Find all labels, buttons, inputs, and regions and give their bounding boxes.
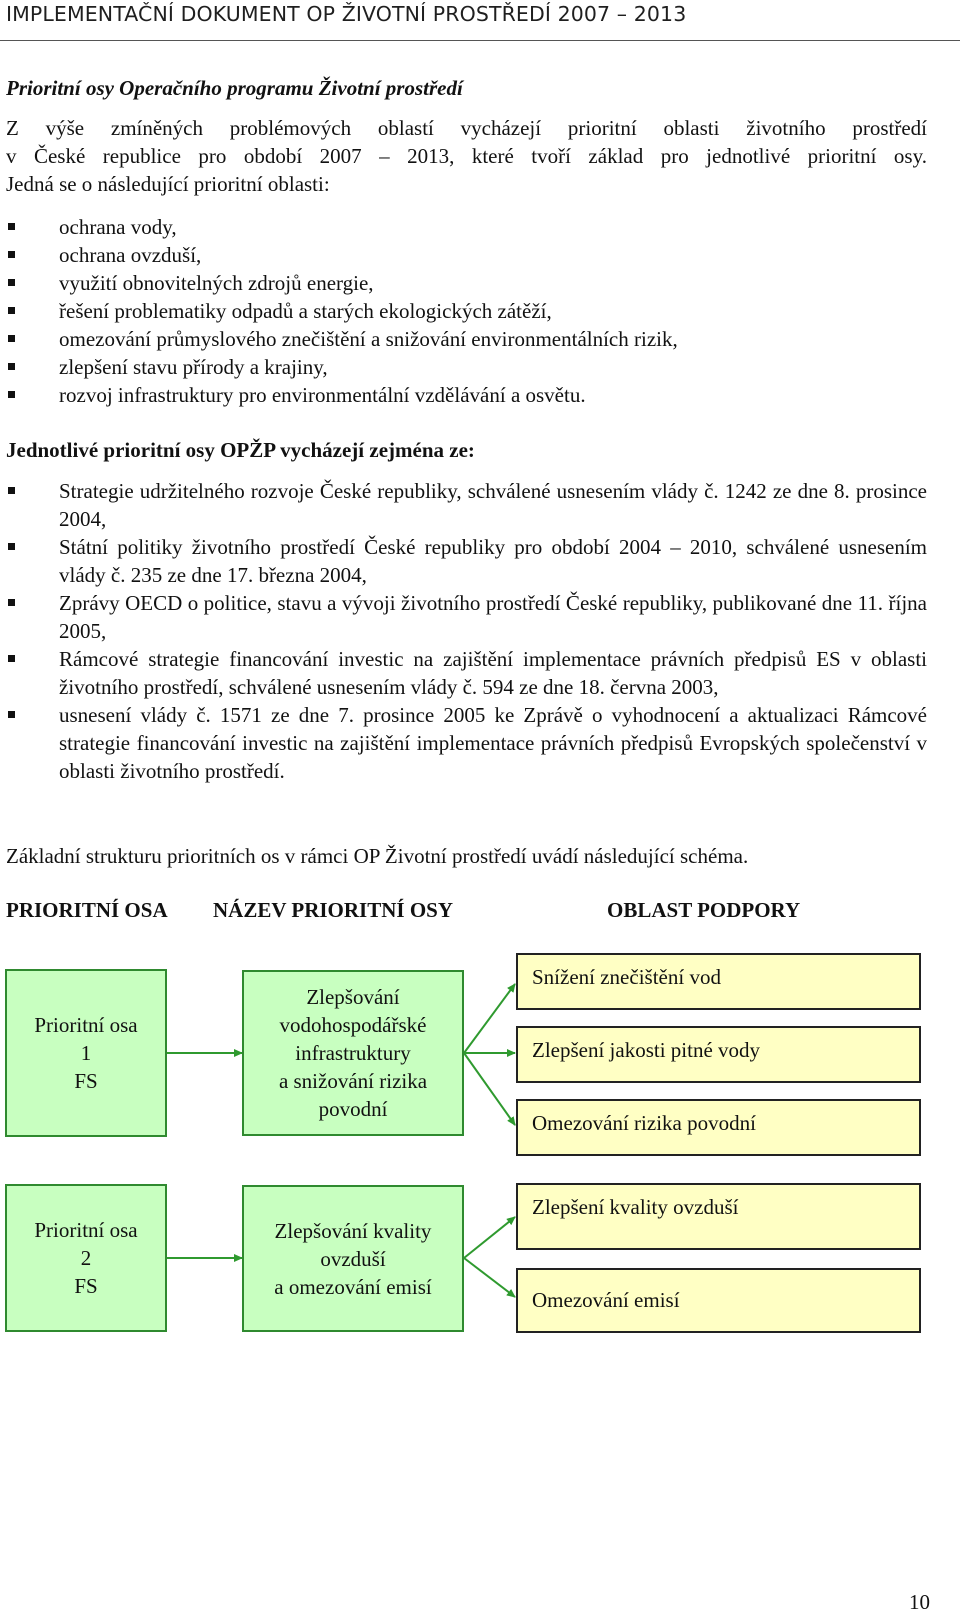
sources-list — [6, 477, 927, 785]
support-area-1-1: Snížení znečištění vod — [516, 953, 921, 1010]
header-divider — [0, 40, 960, 41]
support-area-2-1: Zlepšení kvality ovzduší — [516, 1183, 921, 1250]
bullet-icon — [8, 279, 15, 286]
column-header-area: OBLAST PODPORY — [607, 898, 801, 922]
priority-axis-2-box: Prioritní osa 2 FS — [5, 1184, 167, 1332]
arrow-name2-to-area1 — [464, 1217, 515, 1258]
intro-paragraph — [6, 114, 927, 198]
bullet-icon — [8, 223, 15, 230]
priority-axis-2-name-box: Zlepšování kvality ovzduší a omezování emisí — [242, 1185, 464, 1332]
list-item: Státní politiky životního prostředí České republiky pro období 2004 – 2010, schválené usnesením vlády č. 235 ze dne 17. března 2004, — [6, 533, 927, 589]
list-item: využití obnovitelných zdrojů energie, — [6, 269, 927, 297]
list-item: omezování průmyslového znečištění a snižování environmentálních rizik, — [6, 325, 927, 353]
column-header-axis: PRIORITNÍ OSA — [6, 898, 168, 922]
page-number: 10 — [909, 1590, 930, 1614]
priority-areas-list — [6, 213, 927, 409]
intro-line-2: v České republice pro období 2007 – 2013, které tvoří základ pro jednotlivé prioritní osy. — [6, 144, 927, 168]
arrow-name1-to-area3 — [464, 1053, 515, 1125]
intro-line-1: Z výše zmíněných problémových oblastí vycházejí prioritní oblasti životního prostředí — [6, 116, 927, 140]
priority-axis-1-box: Prioritní osa 1 FS — [5, 969, 167, 1137]
arrow-name2-to-area2 — [464, 1258, 515, 1297]
support-area-2-2: Omezování emisí — [516, 1268, 921, 1333]
bullet-icon — [8, 711, 15, 718]
list-item: rozvoj infrastruktury pro environmentální vzdělávání a osvětu. — [6, 381, 927, 409]
list-item: Zprávy OECD o politice, stavu a vývoji životního prostředí České republiky, publikované dne 11. října 2005, — [6, 589, 927, 645]
list-item: Rámcové strategie financování investic na zajištění implementace právních předpisů ES v oblasti životního prostředí, schválené usnesením vlády č. 594 ze dne 18. června 2003, — [6, 645, 927, 701]
bullet-icon — [8, 363, 15, 370]
column-header-name: NÁZEV PRIORITNÍ OSY — [213, 898, 453, 922]
list-item: Strategie udržitelného rozvoje České republiky, schválené usnesením vlády č. 1242 ze dne 8. prosince 2004, — [6, 477, 927, 533]
bullet-icon — [8, 251, 15, 258]
list-item: ochrana vody, — [6, 213, 927, 241]
list-item: usnesení vlády č. 1571 ze dne 7. prosince 2005 ke Zprávě o vyhodnocení a aktualizaci Rámcové strategie financování investic na zajištění implementace právních předpisů Evropských společenství v oblasti životního prostředí. — [6, 701, 927, 785]
support-area-1-3: Omezování rizika povodní — [516, 1099, 921, 1156]
list-item: ochrana ovzduší, — [6, 241, 927, 269]
arrow-name1-to-area1 — [464, 984, 515, 1053]
intro-line-3: Jedná se o následující prioritní oblasti: — [6, 172, 330, 196]
document-header: IMPLEMENTAČNÍ DOKUMENT OP ŽIVOTNÍ PROSTŘEDÍ 2007 – 2013 — [6, 2, 687, 26]
priority-axis-1-name-box: Zlepšování vodohospodářské infrastruktury a snižování rizika povodní — [242, 970, 464, 1136]
list-item: zlepšení stavu přírody a krajiny, — [6, 353, 927, 381]
bullet-icon — [8, 335, 15, 342]
list-item: řešení problematiky odpadů a starých ekologických zátěží, — [6, 297, 927, 325]
schema-intro: Základní strukturu prioritních os v rámci OP Životní prostředí uvádí následující schéma. — [6, 844, 749, 868]
sources-heading: Jednotlivé prioritní osy OPŽP vycházejí zejména ze: — [6, 438, 475, 462]
section-title: Prioritní osy Operačního programu Životní prostředí — [6, 76, 463, 100]
bullet-icon — [8, 543, 15, 550]
bullet-icon — [8, 655, 15, 662]
bullet-icon — [8, 599, 15, 606]
bullet-icon — [8, 487, 15, 494]
bullet-icon — [8, 391, 15, 398]
bullet-icon — [8, 307, 15, 314]
support-area-1-2: Zlepšení jakosti pitné vody — [516, 1026, 921, 1083]
